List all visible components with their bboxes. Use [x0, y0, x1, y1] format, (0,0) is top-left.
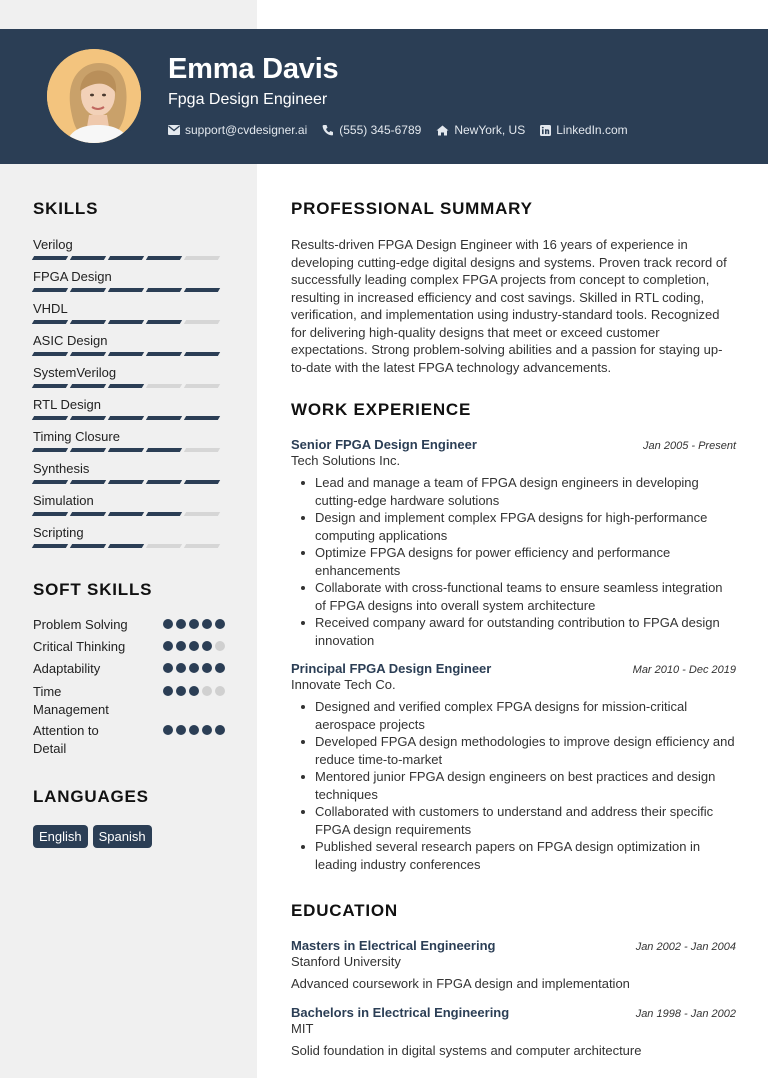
soft-skill-row: [33, 683, 225, 718]
skill-bar-filled: [146, 512, 182, 516]
contact-phone-text: (555) 345-6789: [339, 123, 422, 137]
skill-level-bar: [33, 288, 223, 292]
skill-level-bar: [33, 256, 223, 260]
skill-bar-filled: [32, 320, 68, 324]
skill-row: [33, 333, 223, 365]
skill-bar-filled: [70, 416, 106, 420]
job-bullets: [291, 474, 736, 649]
rating-dot-filled: [215, 725, 225, 735]
skill-name: ASIC Design: [33, 333, 108, 348]
job-title: Fpga Design Engineer: [168, 91, 328, 108]
skill-level-bar: [33, 384, 223, 388]
skill-bar-filled: [32, 384, 68, 388]
skill-bar-filled: [70, 352, 106, 356]
rating-dot-filled: [176, 725, 186, 735]
skill-bar-filled: [70, 448, 106, 452]
job-bullet: Developed FPGA design methodologies to improve design efficiency and reduce time-to-market: [291, 733, 736, 768]
contact-phone[interactable]: [322, 123, 421, 137]
job-entry: [291, 437, 736, 649]
language-badge: Spanish: [93, 825, 152, 848]
job-bullet: Designed and verified complex FPGA designs for mission-critical aerospace projects: [291, 698, 736, 733]
phone-icon: [322, 124, 334, 136]
education-entry: [291, 1005, 736, 1060]
soft-skill-name: Time Management: [33, 684, 109, 717]
skill-level-bar: [33, 544, 223, 548]
skill-bar-filled: [108, 352, 144, 356]
soft-skill-rating: [163, 725, 225, 735]
linkedin-icon: [540, 125, 551, 136]
skill-name: Verilog: [33, 237, 73, 252]
skill-bar-filled: [146, 288, 182, 292]
rating-dot-filled: [176, 686, 186, 696]
skill-bar-filled: [70, 320, 106, 324]
rating-dot-filled: [176, 619, 186, 629]
degree-date: Jan 1998 - Jan 2002: [635, 1008, 736, 1020]
skill-bar-filled: [184, 480, 220, 484]
rating-dot-filled: [189, 641, 199, 651]
job-bullet: Optimize FPGA designs for power efficiency and performance enhancements: [291, 544, 736, 579]
contact-location: [436, 123, 525, 137]
job-bullet: Received company award for outstanding contribution to FPGA design innovation: [291, 614, 736, 649]
skill-bar-empty: [146, 544, 182, 548]
contact-email[interactable]: [168, 123, 307, 137]
skill-bar-filled: [146, 416, 182, 420]
skill-bar-filled: [108, 448, 144, 452]
skill-row: [33, 461, 223, 493]
rating-dot-filled: [189, 725, 199, 735]
skill-bar-filled: [108, 384, 144, 388]
rating-dot-filled: [202, 619, 212, 629]
skill-bar-filled: [70, 480, 106, 484]
soft-skill-name: Critical Thinking: [33, 639, 126, 654]
skill-name: Simulation: [33, 493, 94, 508]
summary-heading: PROFESSIONAL SUMMARY: [291, 199, 533, 218]
rating-dot-filled: [189, 663, 199, 673]
skill-row: [33, 525, 223, 557]
skill-level-bar: [33, 416, 223, 420]
soft-skill-row: [33, 660, 225, 678]
skill-bar-filled: [108, 544, 144, 548]
soft-skill-rating: [163, 663, 225, 673]
skill-bar-filled: [146, 320, 182, 324]
rating-dot-filled: [176, 663, 186, 673]
skill-bar-filled: [108, 480, 144, 484]
job-bullet: Mentored junior FPGA design engineers on best practices and design techniques: [291, 768, 736, 803]
skill-bar-filled: [32, 448, 68, 452]
skills-heading: SKILLS: [33, 199, 99, 218]
rating-dot-empty: [215, 686, 225, 696]
rating-dot-filled: [189, 686, 199, 696]
education-note: Solid foundation in digital systems and computer architecture: [291, 1043, 642, 1058]
rating-dot-empty: [215, 641, 225, 651]
skill-bar-filled: [146, 448, 182, 452]
soft-skills-heading: SOFT SKILLS: [33, 580, 153, 599]
soft-skill-name: Attention to Detail: [33, 723, 99, 756]
skill-level-bar: [33, 480, 223, 484]
skill-bar-filled: [108, 320, 144, 324]
rating-dot-filled: [163, 619, 173, 629]
skill-bar-filled: [70, 544, 106, 548]
rating-dot-filled: [202, 663, 212, 673]
skill-bar-filled: [184, 416, 220, 420]
job-bullet: Published several research papers on FPGA design optimization in leading industry conferences: [291, 838, 736, 873]
skill-bar-filled: [108, 416, 144, 420]
contact-location-text: NewYork, US: [454, 123, 526, 137]
skill-bar-filled: [146, 480, 182, 484]
skill-bar-filled: [32, 480, 68, 484]
rating-dot-filled: [215, 619, 225, 629]
school-name: Stanford University: [291, 954, 401, 969]
language-badge: English: [33, 825, 88, 848]
job-entry-date: Mar 2010 - Dec 2019: [632, 664, 736, 676]
skill-level-bar: [33, 448, 223, 452]
job-bullet: Collaborated with customers to understand and address their specific FPGA design requirements: [291, 803, 736, 838]
soft-skill-name: Problem Solving: [33, 617, 128, 632]
skill-bar-filled: [32, 352, 68, 356]
job-entry-date: Jan 2005 - Present: [643, 440, 736, 452]
rating-dot-filled: [202, 725, 212, 735]
skill-row: [33, 493, 223, 525]
skill-bar-filled: [70, 256, 106, 260]
skill-bar-empty: [184, 320, 220, 324]
skill-bar-filled: [70, 288, 106, 292]
skill-bar-filled: [70, 512, 106, 516]
skill-bar-filled: [32, 512, 68, 516]
rating-dot-filled: [202, 641, 212, 651]
avatar: [44, 46, 144, 146]
skill-name: SystemVerilog: [33, 365, 117, 380]
rating-dot-filled: [176, 641, 186, 651]
rating-dot-filled: [163, 725, 173, 735]
languages-heading: LANGUAGES: [33, 787, 149, 806]
skill-row: [33, 237, 223, 269]
skill-name: FPGA Design: [33, 269, 112, 284]
skill-bar-empty: [146, 384, 182, 388]
soft-skill-rating: [163, 641, 225, 651]
skill-bar-empty: [184, 256, 220, 260]
skill-name: Synthesis: [33, 461, 90, 476]
skill-row: [33, 365, 223, 397]
rating-dot-filled: [163, 686, 173, 696]
job-entry-company: Tech Solutions Inc.: [291, 453, 401, 468]
soft-skill-rating: [163, 619, 225, 629]
skill-bar-filled: [146, 256, 182, 260]
rating-dot-filled: [215, 663, 225, 673]
contact-linkedin-text: LinkedIn.com: [556, 123, 628, 137]
experience-heading: WORK EXPERIENCE: [291, 400, 472, 419]
skill-bar-filled: [184, 352, 220, 356]
rating-dot-empty: [202, 686, 212, 696]
skill-bar-filled: [108, 256, 144, 260]
degree-title: Bachelors in Electrical Engineering: [291, 1005, 510, 1020]
skill-name: Scripting: [33, 525, 84, 540]
contact-bar: [168, 123, 628, 137]
rating-dot-filled: [163, 663, 173, 673]
rating-dot-filled: [189, 619, 199, 629]
skill-bar-filled: [32, 256, 68, 260]
contact-email-text: support@cvdesigner.ai: [185, 123, 308, 137]
skill-level-bar: [33, 320, 223, 324]
job-bullet: Design and implement complex FPGA designs for high-performance computing applications: [291, 509, 736, 544]
soft-skill-rating: [163, 686, 225, 696]
skill-name: RTL Design: [33, 397, 101, 412]
degree-date: Jan 2002 - Jan 2004: [635, 941, 736, 953]
degree-title: Masters in Electrical Engineering: [291, 938, 496, 953]
soft-skill-row: [33, 616, 225, 634]
skill-row: [33, 397, 223, 429]
education-entry: [291, 938, 736, 993]
skill-level-bar: [33, 512, 223, 516]
skill-bar-filled: [32, 288, 68, 292]
envelope-icon: [168, 125, 180, 135]
education-note: Advanced coursework in FPGA design and implementation: [291, 976, 630, 991]
skill-name: VHDL: [33, 301, 68, 316]
skill-row: [33, 269, 223, 301]
skill-bar-filled: [70, 384, 106, 388]
home-icon: [436, 125, 449, 136]
skill-bar-filled: [108, 288, 144, 292]
job-entry-title: Senior FPGA Design Engineer: [291, 437, 477, 452]
job-bullet: Lead and manage a team of FPGA design engineers in developing cutting-edge hardware solutions: [291, 474, 736, 509]
skill-bar-filled: [108, 512, 144, 516]
job-bullets: [291, 698, 736, 873]
soft-skill-row: [33, 722, 225, 757]
contact-linkedin[interactable]: [540, 123, 627, 137]
education-heading: EDUCATION: [291, 901, 398, 920]
summary-text: Results-driven FPGA Design Engineer with 16 years of experience in developing cutting-edge digital designs and systems. Proven track record of successfully leading complex FPGA projects from concept to completion, resulting in increased efficiency and cost savings. Skilled in RTL coding, verification, and implementation using industry-standard tools. Recognized for delivering high-quality designs that meet or exceed customer expectations. Strong problem-solving abilities and a passion for staying up-to-date with the latest FPGA technology advancements.: [291, 237, 727, 375]
skill-bar-filled: [32, 544, 68, 548]
skills-list: [33, 237, 223, 557]
skill-bar-empty: [184, 384, 220, 388]
skill-level-bar: [33, 352, 223, 356]
skill-bar-empty: [184, 448, 220, 452]
soft-skill-row: [33, 638, 225, 656]
languages-list: [33, 825, 152, 848]
job-entry: [291, 661, 736, 873]
rating-dot-filled: [163, 641, 173, 651]
school-name: MIT: [291, 1021, 314, 1036]
job-entry-company: Innovate Tech Co.: [291, 677, 396, 692]
soft-skill-name: Adaptability: [33, 661, 101, 676]
skill-row: [33, 429, 223, 461]
skill-bar-empty: [184, 512, 220, 516]
skill-row: [33, 301, 223, 333]
skill-bar-filled: [32, 416, 68, 420]
job-bullet: Collaborate with cross-functional teams to ensure seamless integration of FPGA designs into overall system architecture: [291, 579, 736, 614]
skill-name: Timing Closure: [33, 429, 120, 444]
job-entry-title: Principal FPGA Design Engineer: [291, 661, 492, 676]
skill-bar-empty: [184, 544, 220, 548]
skill-bar-filled: [184, 288, 220, 292]
candidate-name: Emma Davis: [168, 53, 339, 85]
skill-bar-filled: [146, 352, 182, 356]
resume-header: [0, 29, 768, 164]
